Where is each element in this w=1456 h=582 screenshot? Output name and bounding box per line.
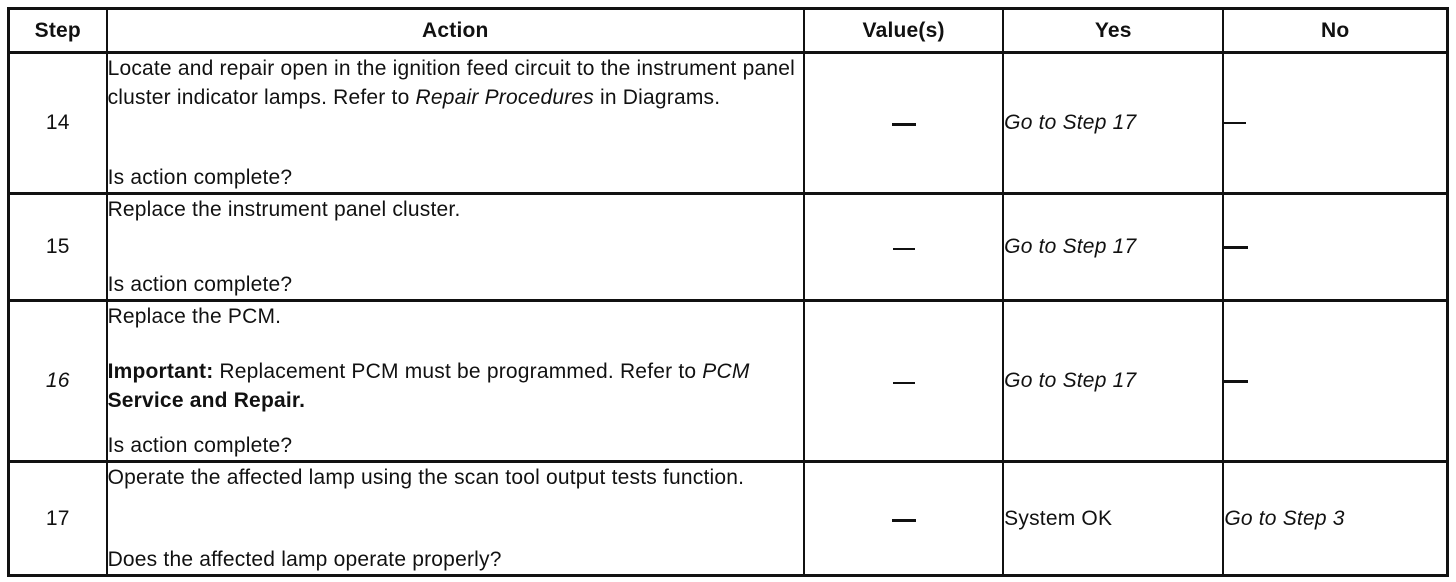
table-header-row — [9, 9, 1448, 53]
header-step: Step — [9, 9, 107, 53]
important-reference: PCM — [702, 359, 750, 383]
value-cell — [804, 194, 1003, 301]
value-cell — [804, 301, 1003, 462]
important-note — [108, 357, 803, 415]
action-question: Is action complete? — [107, 434, 293, 457]
table-row — [9, 194, 1448, 301]
no-cell — [1223, 53, 1447, 194]
table-row — [9, 462, 1448, 576]
action-instruction: Replace the PCM. — [107, 305, 282, 328]
step-number: 14 — [9, 53, 107, 194]
table-row — [9, 53, 1448, 194]
important-reference-bold: Service and Repair. — [107, 388, 306, 412]
no-dash — [1224, 246, 1248, 249]
action-question: Does the affected lamp operate properly? — [107, 548, 502, 571]
yes-cell: Go to Step 17 — [1003, 301, 1223, 462]
action-text-tail: in Diagrams. — [593, 86, 721, 109]
step-number: 15 — [9, 194, 107, 301]
yes-cell: Go to Step 17 — [1003, 53, 1223, 194]
action-instruction — [108, 54, 803, 112]
action-cell — [107, 194, 804, 301]
value-dash — [893, 248, 915, 250]
value-dash — [892, 519, 916, 522]
step-number: 17 — [9, 462, 107, 576]
important-label: Important: — [107, 359, 214, 383]
step-number: 16 — [9, 301, 107, 462]
value-dash — [892, 123, 916, 126]
header-action: Action — [107, 9, 804, 53]
action-cell — [107, 53, 804, 194]
action-instruction: Operate the affected lamp using the scan tool output tests function. — [107, 466, 745, 489]
header-yes: Yes — [1003, 9, 1223, 53]
no-cell — [1223, 194, 1447, 301]
action-text: Locate and repair open in the ignition feed circuit to the instrument panel cluster indicator lamps. Refer to — [107, 57, 795, 109]
action-cell — [107, 301, 804, 462]
value-cell — [804, 462, 1003, 576]
action-instruction: Replace the instrument panel cluster. — [107, 198, 461, 221]
value-dash — [893, 382, 915, 384]
no-cell: Go to Step 3 — [1223, 462, 1447, 576]
yes-cell: System OK — [1003, 462, 1223, 576]
header-values: Value(s) — [804, 9, 1003, 53]
header-no: No — [1223, 9, 1447, 53]
important-text: Replacement PCM must be programmed. Refer to — [213, 359, 703, 383]
value-cell — [804, 53, 1003, 194]
yes-cell: Go to Step 17 — [1003, 194, 1223, 301]
no-dash — [1224, 122, 1246, 124]
diagnostic-table — [7, 7, 1449, 577]
action-question: Is action complete? — [107, 273, 293, 296]
action-cell — [107, 462, 804, 576]
table-row — [9, 301, 1448, 462]
no-cell — [1223, 301, 1447, 462]
action-question: Is action complete? — [107, 166, 293, 189]
action-reference: Repair Procedures — [415, 86, 594, 109]
no-dash — [1224, 380, 1248, 383]
